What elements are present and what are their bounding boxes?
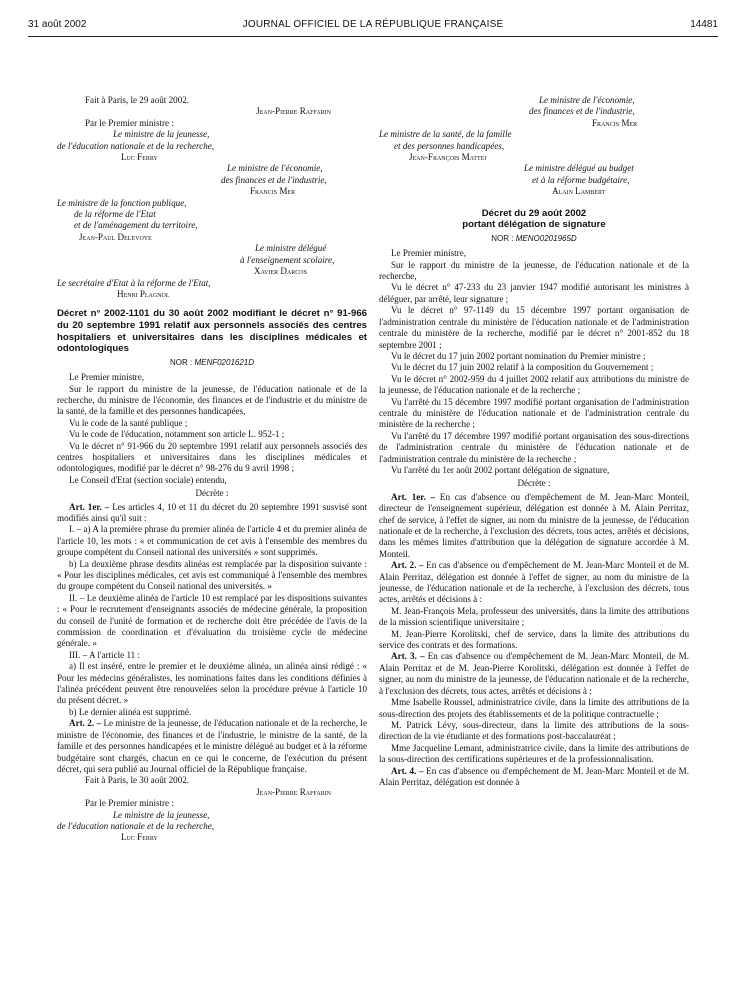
paragraph: b) Le dernier alinéa est supprimé. xyxy=(69,706,192,717)
paragraph: M. Jean-François Mela, professeur des universités, dans la limite des attributions de la mission scientifique universitaire ; xyxy=(379,605,689,628)
paragraph: Vu le code de l'éducation, notamment son article L. 952-1 ; xyxy=(69,429,285,440)
minister-title: et de l'aménagement du territoire, xyxy=(74,220,198,231)
article-label: Art. 2. – xyxy=(391,560,424,571)
article xyxy=(379,492,689,560)
nor-reference xyxy=(379,233,689,244)
article-label: Art. 4. – xyxy=(391,765,424,776)
signatory-name: Francis Mer xyxy=(592,117,638,128)
nor-code: MENO0201965D xyxy=(515,233,577,243)
minister-title: Le ministre de l'économie, xyxy=(227,163,323,174)
paragraph: Vu le décret n° 91-966 du 20 septembre 1991 relatif aux personnels associés des centres hospitaliers et universitaires dans les disciplines médicales et odontologiques, modifié par le décret n° 98-276 du 9 avril 1998 ; xyxy=(57,440,367,474)
signature-line: Par le Premier ministre : xyxy=(85,798,174,809)
minister-title: Le ministre délégué au budget xyxy=(524,163,634,174)
signature-date: Fait à Paris, le 30 août 2002. xyxy=(85,775,190,786)
minister-title: à l'enseignement scolaire, xyxy=(240,254,335,265)
minister-title: de la réforme de l'Etat xyxy=(74,209,156,220)
paragraph: Le Premier ministre, xyxy=(69,372,145,383)
article-text: Le ministre de la jeunesse, de l'éducation nationale et de la recherche, le ministre de l'économie, des finances et de l'industrie, le ministre de la santé, de la famille et des personnes handicapées et le ministre délégué au budget et à la réforme budgétaire sont chargés, chacun en ce qui le concerne, de l'exécution du présent décret, qui sera publié au Journal officiel de la République française. xyxy=(57,718,367,774)
decrete-heading: Décrète : xyxy=(517,478,551,489)
minister-title: et à la réforme budgétaire, xyxy=(532,174,630,185)
signatory-name: Jean-François Mattei xyxy=(409,152,487,163)
signatory-name: Alain Lambert xyxy=(552,186,606,197)
nor-label: NOR : xyxy=(169,357,193,367)
paragraph: Vu le décret n° 97-1149 du 15 décembre 1997 portant organisation de l'administration centrale du ministère de l'éducation nationale et de l'administration centrale du ministère de la recherche, modifié par le décret n° 2001-852 du 18 septembre 2001 ; xyxy=(379,305,689,350)
paragraph: Le Conseil d'Etat (section sociale) entendu, xyxy=(69,474,227,485)
signatory-name: Jean-Pierre Raffarin xyxy=(256,786,331,797)
page-header xyxy=(28,19,718,33)
minister-title: Le ministre de la jeunesse, xyxy=(113,129,210,140)
minister-title: de l'éducation nationale et de la recherche, xyxy=(57,140,215,151)
page-number: 14481 xyxy=(690,19,718,30)
paragraph: II. – Le deuxième alinéa de l'article 10 est remplacé par les dispositions suivantes : « Pour le recrutement d'enseignants associés de médecine générale, la proposition du conseil de l'unité de formation et de recherche doit être précédée de l'avis de la commission de coordination et d'évaluation du troisième cycle de médecine générale. » xyxy=(57,592,367,649)
article-label: Art. 2. – xyxy=(69,718,102,729)
paragraph: Mme Isabelle Roussel, administratrice civile, dans la limite des attributions de la sous-direction des projets des établissements et de la politique contractuelle ; xyxy=(379,697,689,719)
signatory-name: Luc Ferry xyxy=(121,832,158,843)
article xyxy=(379,560,689,606)
paragraph: Vu l'arrêté du 17 décembre 1997 modifié portant organisation des sous-directions de l'administration centrale du ministère de l'éducation nationale et de l'administration centrale du ministère de la recherche ; xyxy=(379,430,689,464)
article-text: Les articles 4, 10 et 11 du décret du 20 septembre 1991 susvisé sont modifiés ainsi qu'il suit : xyxy=(57,501,367,523)
paragraph: III. – A l'article 11 : xyxy=(69,649,140,660)
right-column xyxy=(379,95,689,788)
article xyxy=(57,502,367,525)
signatory-name: Jean-Paul Delevoye xyxy=(79,231,152,242)
paragraph: M. Patrick Lévy, sous-directeur, dans la limite des attributions de la sous-direction de la vie étudiante et des formations post-baccalauréat ; xyxy=(379,719,689,742)
header-date: 31 août 2002 xyxy=(28,19,87,30)
paragraph: Vu l'arrêté du 1er août 2002 portant délégation de signature, xyxy=(391,464,610,475)
article-label: Art. 1er. – xyxy=(391,491,436,502)
signatory-name: Francis Mer xyxy=(250,186,296,197)
decrete-heading: Décrète : xyxy=(195,488,229,499)
signatory-name: Henri Plagnol xyxy=(117,288,170,299)
minister-title: de l'éducation nationale et de la recherche, xyxy=(57,820,215,831)
article-text: En cas d'absence ou d'empêchement de M. Jean-Marc Monteil et de M. Alain Perritaz, délégation est donnée à xyxy=(379,765,689,787)
nor-reference xyxy=(57,357,367,368)
decree-subtitle: portant délégation de signature xyxy=(462,219,606,231)
decree-title: Décret n° 2002-1101 du 30 août 2002 modifiant le décret n° 91-966 du 20 septembre 1991 relatif aux personnels associés des centres hospitaliers et universitaires dans les disciplines médicales et odontologiques xyxy=(57,308,367,355)
paragraph: Vu l'arrêté du 15 décembre 1997 modifié portant organisation de l'administration centrale du ministère de l'éducation nationale et de l'administration centrale du ministère de la recherche ; xyxy=(379,396,689,430)
article-text: En cas d'absence ou d'empêchement de M. Jean-Marc Monteil, de M. Alain Perritaz et de M. Jean-Pierre Korolitski, délégation est donnée à l'effet de signer, au nom du ministre de la jeunesse, de l'éducation nationale et de la recherche, à l'exclusion des décrets, tous actes, arrêtés et décisions à : xyxy=(379,651,689,696)
article xyxy=(379,766,689,789)
article xyxy=(379,651,689,697)
article-label: Art. 3. – xyxy=(391,651,425,662)
left-column xyxy=(57,95,367,844)
article xyxy=(57,718,367,775)
header-rule xyxy=(28,36,718,37)
decree-title: Décret du 29 août 2002 xyxy=(481,207,587,219)
minister-title: Le ministre délégué xyxy=(255,243,327,254)
paragraph: Vu le décret du 17 juin 2002 relatif à la composition du Gouvernement ; xyxy=(391,362,654,373)
journal-title: JOURNAL OFFICIEL DE LA RÉPUBLIQUE FRANÇAISE xyxy=(242,19,504,30)
article-text: En cas d'absence ou d'empêchement de M. Jean-Marc Monteil, directeur de l'enseignement supérieur, délégation est donnée à M. Alain Perritaz, chef de service, à l'effet de signer, au nom du ministre de la jeunesse, de l'éducation nationale et de la recherche, à l'exclusion des décrets, tous actes, arrêtés et décisions, dans les mêmes limites d'attribution que la délégation de signature accordée à M. Monteil. xyxy=(379,491,690,559)
paragraph: I. – a) A la première phrase du premier alinéa de l'article 4 et du premier alinéa de l'article 10, les mots : « et communication de cet avis à l'ensemble des membres du groupe compétent du Conseil national des universités » sont supprimés. xyxy=(57,524,367,558)
signatory-name: Jean-Pierre Raffarin xyxy=(256,106,331,117)
paragraph: Vu le code de la santé publique ; xyxy=(69,417,188,428)
signature-date: Fait à Paris, le 29 août 2002. xyxy=(85,95,190,105)
minister-title: Le ministre de la jeunesse, xyxy=(113,809,210,820)
nor-label: NOR : xyxy=(491,233,514,243)
paragraph: Sur le rapport du ministre de la jeunesse, de l'éducation nationale et de la recherche, xyxy=(379,259,689,282)
article-text: En cas d'absence ou d'empêchement de M. Jean-Marc Monteil et de M. Alain Perritaz, délégation est donnée à l'effet de signer, au nom du ministre de la jeunesse, de l'éducation nationale et de la recherche, à l'exclusion des décrets, tous actes, arrêtés et décisions à : xyxy=(379,560,689,605)
minister-title: Le ministre de l'économie, xyxy=(539,95,635,105)
minister-title: et des personnes handicapées, xyxy=(394,140,505,151)
paragraph: M. Jean-Pierre Korolitski, chef de service, dans la limite des attributions du service des contrats et des formations. xyxy=(379,628,689,651)
paragraph: Sur le rapport du ministre de la jeunesse, de l'éducation nationale et de la recherche, du ministre de l'économie, des finances et de l'industrie et du ministre de la santé, de la famille et des personnes handicapées, xyxy=(57,383,367,417)
paragraph: Vu le décret n° 47-233 du 23 janvier 1947 modifié autorisant les ministres à déléguer, par arrêté, leur signature ; xyxy=(379,282,689,304)
paragraph: Vu le décret du 17 juin 2002 portant nomination du Premier ministre ; xyxy=(391,350,646,361)
paragraph: Vu le décret n° 2002-959 du 4 juillet 2002 relatif aux attributions du ministre de la jeunesse, de l'éducation nationale et de la recherche ; xyxy=(379,373,689,396)
article-label: Art. 1er. – xyxy=(69,501,110,512)
minister-title: Le secrétaire d'Etat à la réforme de l'Etat, xyxy=(57,277,211,288)
minister-title: Le ministre de la fonction publique, xyxy=(57,197,187,208)
nor-code: MENF0201621D xyxy=(194,357,255,367)
minister-title: des finances et de l'industrie, xyxy=(221,174,327,185)
signatory-name: Luc Ferry xyxy=(121,152,158,163)
paragraph: Le Premier ministre, xyxy=(391,248,467,259)
minister-title: des finances et de l'industrie, xyxy=(529,106,635,117)
paragraph: b) La deuxième phrase desdits alinéas est remplacée par la disposition suivante : « Pour les disciplines médicales, cet avis est communiqué à l'ensemble des membres du groupe compétent du Conseil national des universités. » xyxy=(57,558,367,592)
minister-title: Le ministre de la santé, de la famille xyxy=(379,129,512,140)
signatory-name: Xavier Darcos xyxy=(254,266,307,277)
paragraph: Mme Jacqueline Lemant, administratrice civile, dans la limite des attributions de la sous-direction des certifications supérieures et de la professionnalisation. xyxy=(379,742,689,765)
paragraph: a) Il est inséré, entre le premier et le deuxième alinéa, un alinéa ainsi rédigé : « Pour les médecins généralistes, les nominations faites dans les conditions définies à l'alinéa précédent peuvent être renouvelées selon la procédure prévue à l'article 10 du présent décret. » xyxy=(57,661,367,706)
signature-line: Par le Premier ministre : xyxy=(85,117,174,128)
